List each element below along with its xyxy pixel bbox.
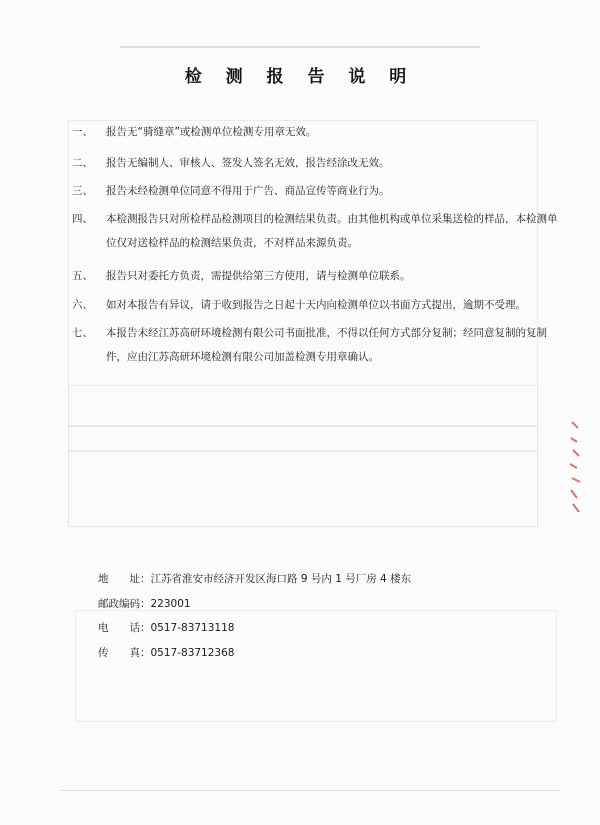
list-item [72,151,562,175]
item-text: 报告只对委托方负责，需提供给第三方使用，请与检测单位联系。 [106,270,411,282]
item-number: 二、 [72,157,93,169]
list-item [72,120,562,144]
postcode-line: 邮政编码：223001 [98,598,191,610]
seam-stamp-mark [568,420,582,515]
item-text: 本检测报告只对所检样品检测项目的检测结果负责。由其他机构或单位采集送检的样品，本检测单位仅对送检样品的检测结果负责，不对样品来源负责。 [106,213,558,249]
item-number: 七、 [72,327,93,339]
list-item [72,264,562,288]
item-text: 报告无编制人、审核人、签发人签名无效，报告经涂改无效。 [106,157,390,169]
item-number: 四、 [72,213,93,225]
list-item [72,293,562,317]
item-text: 本报告未经江苏高研环境检测有限公司书面批准，不得以任何方式部分复制；经同意复制的复制件，应由江苏高研环境检测有限公司加盖检测专用章确认。 [106,327,547,363]
item-text: 报告无“骑缝章”或检测单位检测专用章无效。 [106,126,317,138]
bleed-through-row [68,385,538,427]
page-title: 检 测 报 告 说 明 [184,67,416,87]
bleed-through-row [68,425,538,452]
fax-line: 传 真：0517-83712368 [98,647,235,659]
item-number: 三、 [72,185,93,197]
item-text: 如对本报告有异议，请于收到报告之日起十天内向检测单位以书面方式提出，逾期不受理。 [106,299,526,311]
address-line: 地 址：江苏省淮安市经济开发区海口路 9 号内 1 号厂房 4 楼东 [98,573,412,585]
phone-line: 电 话：0517-83713118 [98,622,235,634]
list-item [72,321,562,369]
list-item [72,179,562,203]
item-number: 六、 [72,299,93,311]
list-item [72,207,562,255]
top-edge-line [120,46,480,48]
bottom-edge-line [60,790,560,791]
item-number: 一、 [72,126,93,138]
bleed-through-row [68,450,538,527]
item-number: 五、 [72,270,93,282]
item-text: 报告未经检测单位同意不得用于广告、商品宣传等商业行为。 [106,185,390,197]
